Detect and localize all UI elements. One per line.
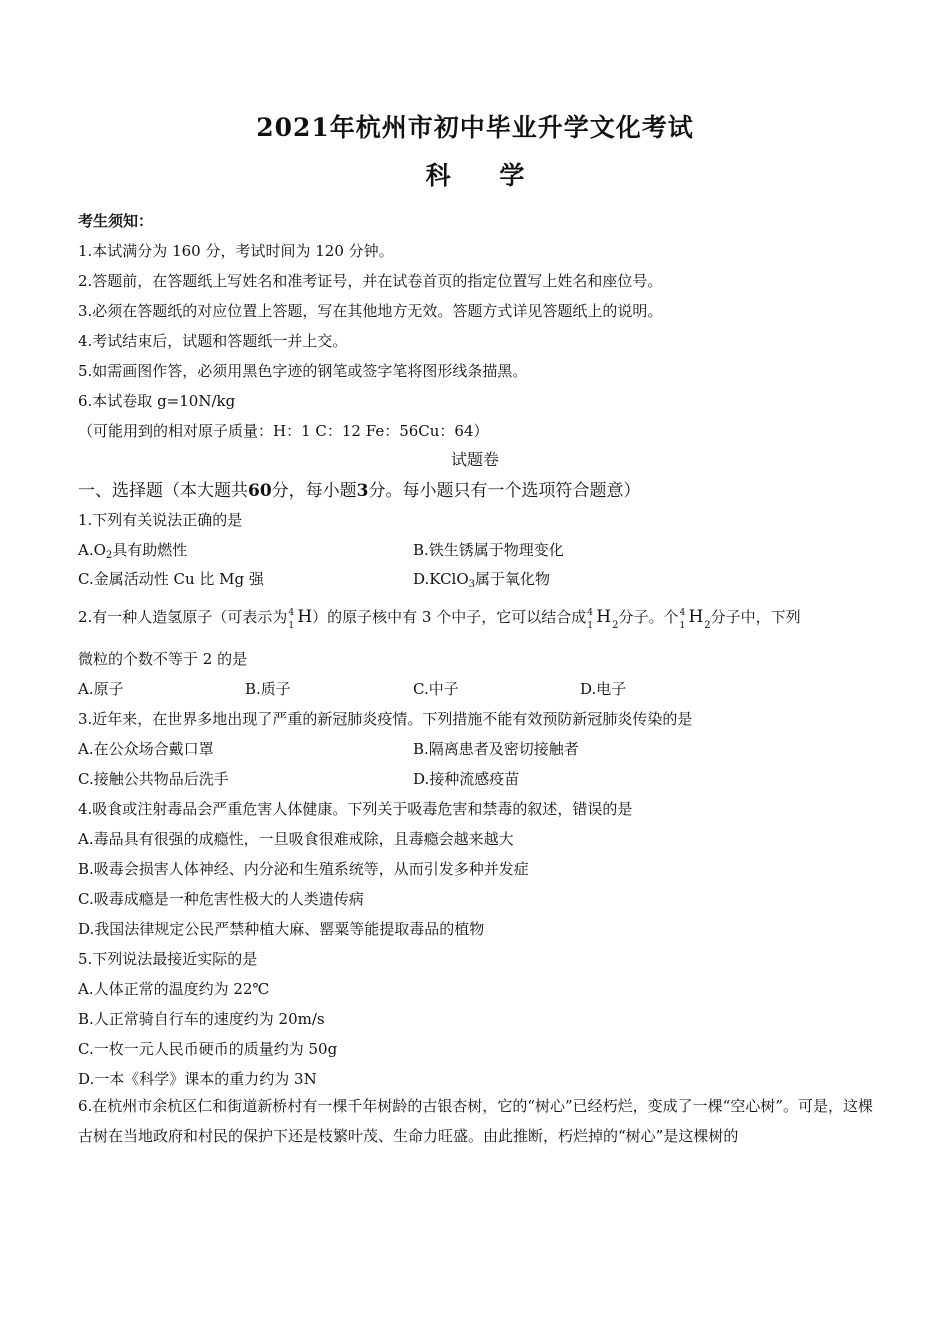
section-heading: 一、选择题（本大题共60分，每小题3分。每小题只有一个选项符合题意） [78, 481, 641, 501]
question-3-option-d[interactable]: D.接种流感疫苗 [413, 770, 520, 788]
question-2-option-a[interactable]: A.原子 [78, 680, 124, 698]
question-4-option-b[interactable]: B.吸毒会损害人体神经、内分泌和生殖系统等，从而引发多种并发症 [78, 860, 529, 878]
notice-item: 6.本试卷取 g=10N/kg [78, 392, 236, 410]
question-2-option-b[interactable]: B.质子 [245, 680, 291, 698]
question-5-option-c[interactable]: C.一枚一元人民币硬币的质量约为 50g [78, 1040, 338, 1058]
notice-item: 3.必须在答题纸的对应位置上答题，写在其他地方无效。答题方式详见答题纸上的说明。 [78, 302, 663, 320]
notice-item: 5.如需画图作答，必须用黑色字迹的钢笔或签字笔将图形线条描黑。 [78, 362, 528, 380]
question-1-option-b[interactable]: B.铁生锈属于物理变化 [413, 541, 564, 559]
atomic-mass-note: （可能用到的相对原子质量：H：1 C：12 Fe：56Cu：64） [78, 422, 489, 440]
notice-item: 1.本试满分为 160 分，考试时间为 120 分钟。 [78, 242, 394, 260]
question-4-stem: 4.吸食或注射毒品会严重危害人体健康。下列关于吸毒危害和禁毒的叙述，错误的是 [78, 800, 633, 818]
exam-subject: 科 学 [425, 161, 525, 190]
question-5-option-a[interactable]: A.人体正常的温度约为 22℃ [78, 980, 270, 998]
notice-heading: 考生须知： [78, 212, 154, 230]
section-label: 试题卷 [450, 450, 499, 469]
question-4-option-c[interactable]: C.吸毒成瘾是一种危害性极大的人类遗传病 [78, 890, 364, 908]
exam-title: 2021年杭州市初中毕业升学文化考试 [256, 113, 694, 142]
question-5-option-d[interactable]: D.一本《科学》课本的重力约为 3N [78, 1070, 317, 1088]
isotope-notation: 4 1 [679, 608, 686, 631]
question-3-option-b[interactable]: B.隔离患者及密切接触者 [413, 740, 579, 758]
question-2-stem-line2: 微粒的个数不等于 2 的是 [78, 650, 248, 668]
question-2-stem: 2.有一种人造氢原子（可表示为 4 1 H）的原子核中有 3 个中子，它可以结合成 4 1 $H_2$分子。个 4 1 $H_2$分子中，下列 [78, 607, 801, 631]
question-4-option-d[interactable]: D.我国法律规定公民严禁种植大麻、罂粟等能提取毒品的植物 [78, 920, 485, 938]
question-2-option-d[interactable]: D.电子 [580, 680, 627, 698]
isotope-notation: 4 1 [587, 608, 593, 631]
notice-item: 2.答题前，在答题纸上写姓名和准考证号，并在试卷首页的指定位置写上姓名和座位号。 [78, 272, 663, 290]
question-1-stem: 1.下列有关说法正确的是 [78, 511, 243, 529]
question-1-option-c[interactable]: C.金属活动性 Cu 比 Mg 强 [78, 570, 264, 588]
question-6-stem: 6.在杭州市余杭区仁和街道新桥村有一棵千年树龄的古银杏树，它的“树心”已经朽烂，变成了一棵“空心树”。可是，这棵古树在当地政府和村民的保护下还是枝繁叶茂、生命力旺盛。由此推断，朽烂掉的“树心”是这棵树的 [78, 1097, 873, 1145]
question-1-option-d[interactable]: D.KClO$_3$属于氧化物 [413, 570, 551, 590]
question-3-stem: 3.近年来，在世界多地出现了严重的新冠肺炎疫情。下列措施不能有效预防新冠肺炎传染的是 [78, 710, 693, 728]
question-3-option-a[interactable]: A.在公众场合戴口罩 [78, 740, 214, 758]
question-2-option-c[interactable]: C.中子 [413, 680, 459, 698]
isotope-notation: 4 1 [288, 608, 295, 631]
question-5-stem: 5.下列说法最接近实际的是 [78, 950, 258, 968]
question-1-option-a[interactable]: $A.O_2$具有助燃性 [78, 541, 188, 561]
question-3-option-c[interactable]: C.接触公共物品后洗手 [78, 770, 229, 788]
question-4-option-a[interactable]: A.毒品具有很强的成瘾性，一旦吸食很难戒除，且毒瘾会越来越大 [78, 830, 514, 848]
question-5-option-b[interactable]: B.人正常骑自行车的速度约为 20m/s [78, 1010, 325, 1028]
notice-item: 4.考试结束后，试题和答题纸一并上交。 [78, 332, 348, 350]
